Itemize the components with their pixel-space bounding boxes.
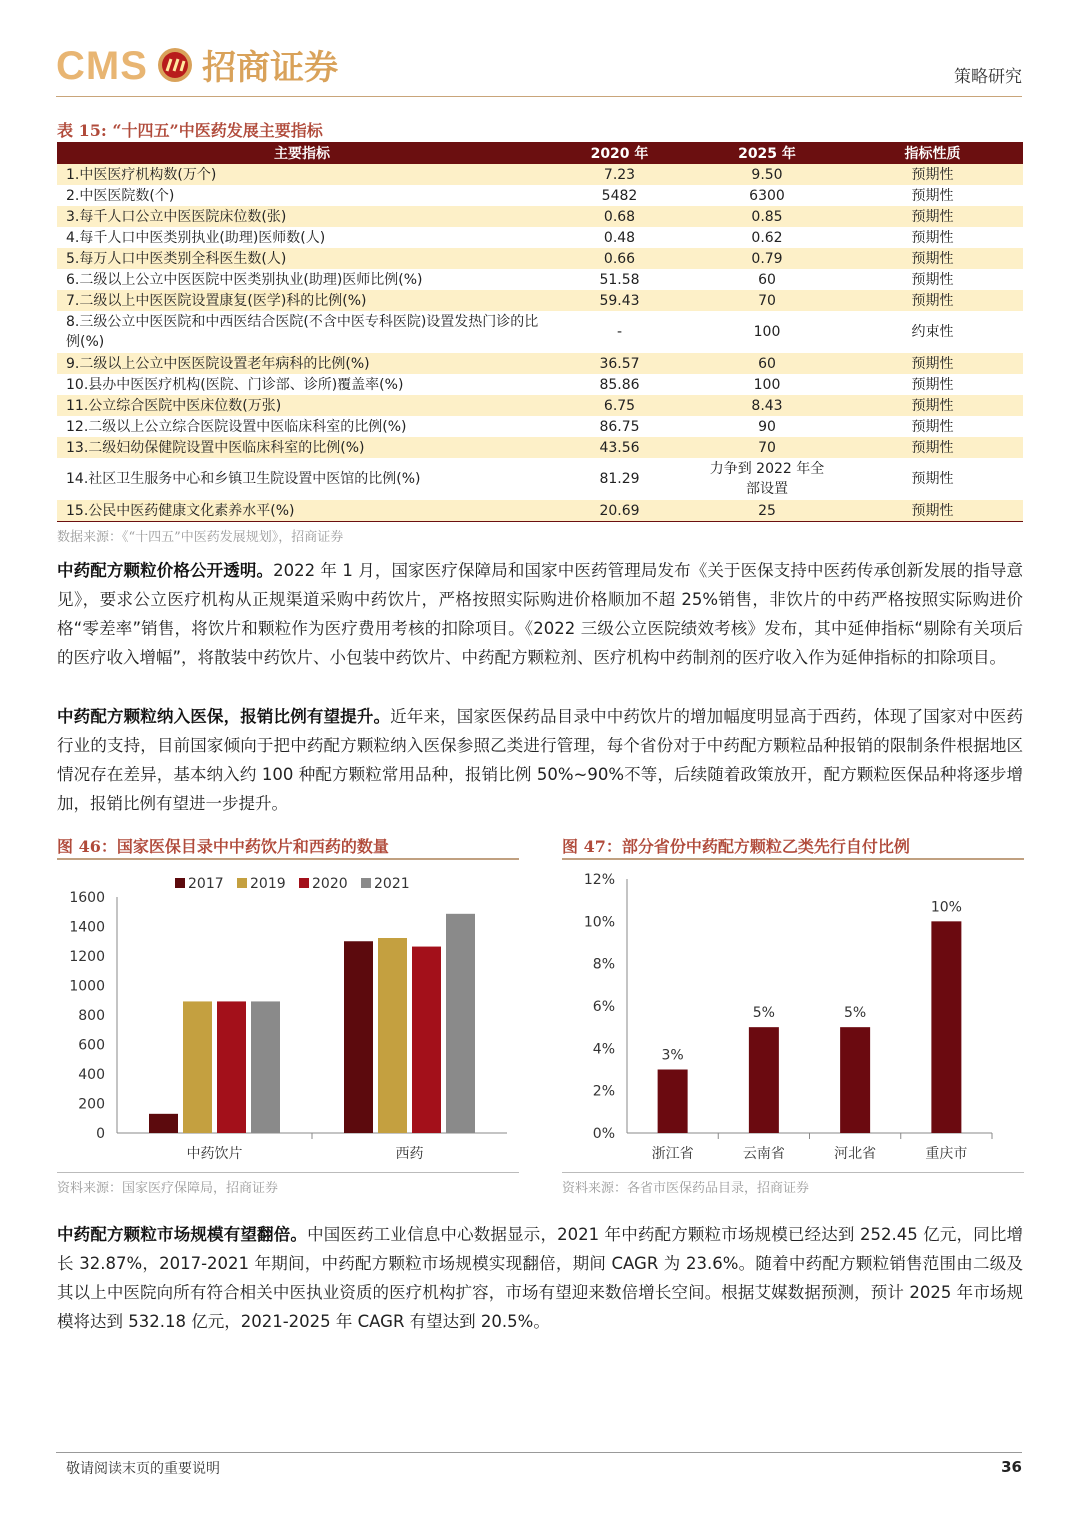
- value-2020-cell: 81.29: [547, 458, 692, 500]
- value-2020-cell: 51.58: [547, 269, 692, 290]
- value-2025-cell: 25: [692, 500, 842, 522]
- logo-cms-text: CMS: [56, 44, 148, 88]
- indicator-cell: 15.公民中医药健康文化素养水平(%): [57, 500, 547, 522]
- value-2020-cell: 0.66: [547, 248, 692, 269]
- nature-cell: 预期性: [842, 269, 1023, 290]
- value-2020-cell: 7.23: [547, 164, 692, 185]
- value-2025-cell: 70: [692, 437, 842, 458]
- y-tick-label: 12%: [583, 872, 615, 888]
- indicator-cell: 12.二级以上公立综合医院设置中医临床科室的比例(%): [57, 416, 547, 437]
- y-tick-label: 6%: [592, 999, 615, 1015]
- logo-emblem-icon: [157, 47, 193, 83]
- bar: [446, 914, 475, 1133]
- nature-cell: 预期性: [842, 458, 1023, 500]
- paragraph-2: [57, 702, 1023, 818]
- value-2025-cell: 60: [692, 269, 842, 290]
- nature-cell: 预期性: [842, 395, 1023, 416]
- legend-swatch: [237, 878, 247, 888]
- figure-46-source: 资料来源：国家医疗保障局，招商证券: [57, 1181, 279, 1196]
- paragraph-lead: 中药配方颗粒市场规模有望翻倍。: [57, 1225, 308, 1244]
- company-logo: [56, 40, 356, 88]
- y-tick-label: 1200: [69, 949, 105, 965]
- page-number: 36: [1001, 1458, 1022, 1476]
- nature-cell: 预期性: [842, 500, 1023, 522]
- figure-47-chart: [562, 862, 1024, 1170]
- table-row: [57, 416, 1023, 437]
- y-tick-label: 10%: [583, 914, 615, 931]
- y-tick-label: 4%: [592, 1041, 615, 1058]
- figure-46-chart: [57, 862, 519, 1170]
- x-tick-label: 云南省: [742, 1146, 785, 1162]
- value-2025-cell: 力争到 2022 年全部设置: [692, 458, 842, 500]
- data-label: 3%: [661, 1047, 684, 1064]
- table-row: [57, 206, 1023, 227]
- nature-cell: 预期性: [842, 185, 1023, 206]
- x-tick-label: 西药: [395, 1146, 424, 1162]
- legend-label: 2021: [374, 876, 410, 892]
- nature-cell: 预期性: [842, 437, 1023, 458]
- figure-46-title: 图 46：国家医保目录中中药饮片和西药的数量: [57, 837, 389, 856]
- table-row: [57, 353, 1023, 374]
- table-row: [57, 374, 1023, 395]
- table-row: [57, 311, 1023, 353]
- legend-label: 2020: [312, 876, 348, 892]
- y-tick-label: 8%: [592, 956, 615, 973]
- table-row: [57, 437, 1023, 458]
- value-2020-cell: 5482: [547, 185, 692, 206]
- bar: [658, 1070, 688, 1134]
- value-2020-cell: 85.86: [547, 374, 692, 395]
- indicator-cell: 5.每万人口中医类别全科医生数(人): [57, 248, 547, 269]
- table-header-cell: 2025 年: [692, 142, 842, 164]
- bar: [378, 938, 407, 1133]
- table-row: [57, 185, 1023, 206]
- indicator-cell: 1.中医医疗机构数(万个): [57, 164, 547, 185]
- table-header-cell: 2020 年: [547, 142, 692, 164]
- legend-label: 2017: [188, 876, 224, 892]
- table-header-row: [57, 142, 1023, 164]
- nature-cell: 预期性: [842, 416, 1023, 437]
- x-tick-label: 浙江省: [651, 1146, 694, 1162]
- table-row: [57, 164, 1023, 185]
- y-tick-label: 1000: [69, 978, 105, 995]
- footer-divider: [56, 1452, 1022, 1453]
- nature-cell: 预期性: [842, 353, 1023, 374]
- legend-swatch: [299, 878, 309, 888]
- x-tick-label: 重庆市: [925, 1146, 968, 1162]
- nature-cell: 预期性: [842, 227, 1023, 248]
- indicator-cell: 10.县办中医医疗机构(医院、门诊部、诊所)覆盖率(%): [57, 374, 547, 395]
- value-2025-cell: 9.50: [692, 164, 842, 185]
- nature-cell: 预期性: [842, 248, 1023, 269]
- data-label: 5%: [844, 1005, 867, 1022]
- nature-cell: 约束性: [842, 311, 1023, 353]
- value-2025-cell: 0.85: [692, 206, 842, 227]
- bar: [251, 1001, 280, 1133]
- figure-47-title: 图 47：部分省份中药配方颗粒乙类先行自付比例: [562, 837, 910, 856]
- table-row: [57, 290, 1023, 311]
- figure-46-bottom-rule: [57, 1172, 519, 1173]
- legend-swatch: [361, 878, 371, 888]
- value-2020-cell: 0.68: [547, 206, 692, 227]
- data-label: 10%: [930, 899, 962, 916]
- figure-46-rule: [57, 858, 519, 860]
- bar: [149, 1114, 178, 1133]
- table-row: [57, 395, 1023, 416]
- figure-47-rule: [562, 858, 1024, 860]
- data-label: 5%: [752, 1005, 775, 1022]
- value-2025-cell: 70: [692, 290, 842, 311]
- y-tick-label: 2%: [592, 1083, 615, 1100]
- table-row: [57, 227, 1023, 248]
- y-tick-label: 800: [78, 1008, 105, 1024]
- value-2025-cell: 0.79: [692, 248, 842, 269]
- table-row: [57, 458, 1023, 500]
- value-2020-cell: 0.48: [547, 227, 692, 248]
- bar: [412, 947, 441, 1133]
- indicator-cell: 2.中医医院数(个): [57, 185, 547, 206]
- bar: [344, 941, 373, 1133]
- nature-cell: 预期性: [842, 290, 1023, 311]
- legend-swatch: [175, 878, 185, 888]
- value-2025-cell: 90: [692, 416, 842, 437]
- y-tick-label: 400: [78, 1067, 105, 1083]
- figure-47-source: 资料来源：各省市医保药品目录，招商证券: [562, 1181, 810, 1196]
- table-header-cell: 主要指标: [57, 142, 547, 164]
- value-2020-cell: 86.75: [547, 416, 692, 437]
- value-2025-cell: 60: [692, 353, 842, 374]
- table-header-cell: 指标性质: [842, 142, 1023, 164]
- value-2020-cell: 59.43: [547, 290, 692, 311]
- indicator-cell: 14.社区卫生服务中心和乡镇卫生院设置中医馆的比例(%): [57, 458, 547, 500]
- indicator-cell: 11.公立综合医院中医床位数(万张): [57, 395, 547, 416]
- value-2020-cell: 20.69: [547, 500, 692, 522]
- x-tick-label: 河北省: [834, 1146, 877, 1162]
- value-2020-cell: 36.57: [547, 353, 692, 374]
- table-title: 表 15: “十四五”中医药发展主要指标: [57, 121, 323, 140]
- indicator-cell: 4.每千人口中医类别执业(助理)医师数(人): [57, 227, 547, 248]
- paragraph-3: [57, 1220, 1023, 1336]
- indicator-cell: 7.二级以上中医医院设置康复(医学)科的比例(%): [57, 290, 547, 311]
- header-divider: [56, 96, 1022, 97]
- x-tick-label: 中药饮片: [186, 1146, 243, 1162]
- y-tick-label: 0: [96, 1126, 105, 1142]
- y-tick-label: 200: [78, 1096, 105, 1113]
- y-tick-label: 0%: [592, 1126, 615, 1142]
- table-row: [57, 500, 1023, 522]
- legend-label: 2019: [250, 876, 286, 892]
- value-2020-cell: -: [547, 311, 692, 353]
- logo-chinese-text: 招商证券: [202, 48, 339, 88]
- nature-cell: 预期性: [842, 206, 1023, 227]
- paragraph-1: [57, 556, 1023, 672]
- indicator-cell: 9.二级以上公立中医医院设置老年病科的比例(%): [57, 353, 547, 374]
- value-2025-cell: 8.43: [692, 395, 842, 416]
- table-row: [57, 248, 1023, 269]
- bar: [217, 1001, 246, 1133]
- bar: [840, 1027, 870, 1133]
- value-2025-cell: 0.62: [692, 227, 842, 248]
- footer-note: 敬请阅读末页的重要说明: [66, 1461, 220, 1477]
- indicator-cell: 6.二级以上公立中医医院中医类别执业(助理)医师比例(%): [57, 269, 547, 290]
- value-2020-cell: 43.56: [547, 437, 692, 458]
- nature-cell: 预期性: [842, 374, 1023, 395]
- indicator-cell: 8.三级公立中医医院和中西医结合医院(不含中医专科医院)设置发热门诊的比例(%): [57, 311, 547, 353]
- figure-47-bottom-rule: [562, 1172, 1024, 1173]
- indicator-cell: 3.每千人口公立中医医院床位数(张): [57, 206, 547, 227]
- paragraph-lead: 中药配方颗粒纳入医保，报销比例有望提升。: [57, 707, 391, 726]
- paragraph-text: 2022 年 1 月，国家医疗保障局和国家中医药管理局发布《关于医保支持中医药传承创新发展的指导意见》，要求公立医疗机构从正规渠道采购中药饮片，严格按照实际购进价格顺加不超 25%销售，非饮片的中药严格按照实际购进价格“零差率”销售，将饮片和颗粒作为医疗费用考核的扣除项目。《2022 三级公立医院绩效考核》发布，其中延伸指标“剔除有关项后的医疗收入增幅”，将散装中药饮片、小包装中药饮片、中药配方颗粒剂、医疗机构中药制剂的医疗收入作为延伸指标的扣除项目。: [57, 561, 1023, 667]
- value-2025-cell: 100: [692, 374, 842, 395]
- bar: [749, 1027, 779, 1133]
- paragraph-text: 中国医药工业信息中心数据显示，2021 年中药配方颗粒市场规模已经达到 252.45 亿元，同比增长 32.87%，2017-2021 年期间，中药配方颗粒市场规模实现翻倍，期间 CAGR 为 23.6%。随着中药配方颗粒销售范围由二级及其以上中医院向所有符合相关中医执业资质的医疗机构扩容，市场有望迎来数倍增长空间。根据艾媒数据预测，预计 2025 年市场规模将达到 532.18 亿元，2021-2025 年 CAGR 有望达到 20.5%。: [57, 1225, 1023, 1331]
- y-tick-label: 1400: [69, 919, 105, 936]
- table-source: 数据来源：《“十四五”中医药发展规划》，招商证券: [57, 530, 344, 545]
- table-row: [57, 269, 1023, 290]
- paragraph-lead: 中药配方颗粒价格公开透明。: [57, 561, 274, 580]
- y-tick-label: 600: [78, 1037, 105, 1054]
- bar: [931, 921, 961, 1133]
- value-2025-cell: 6300: [692, 185, 842, 206]
- section-label: 策略研究: [954, 67, 1022, 87]
- nature-cell: 预期性: [842, 164, 1023, 185]
- paragraph-text: 近年来，国家医保药品目录中中药饮片的增加幅度明显高于西药，体现了国家对中医药行业的支持，目前国家倾向于把中药配方颗粒纳入医保参照乙类进行管理，每个省份对于中药配方颗粒品种报销的限制条件根据地区情况存在差异，基本纳入约 100 种配方颗粒常用品种，报销比例 50%~90%不等，后续随着政策放开，配方颗粒医保品种将逐步增加，报销比例有望进一步提升。: [57, 707, 1024, 813]
- y-tick-label: 1600: [69, 890, 105, 906]
- indicator-cell: 13.二级妇幼保健院设置中医临床科室的比例(%): [57, 437, 547, 458]
- bar: [183, 1001, 212, 1133]
- value-2020-cell: 6.75: [547, 395, 692, 416]
- value-2025-cell: 100: [692, 311, 842, 353]
- indicator-table: [57, 142, 1023, 522]
